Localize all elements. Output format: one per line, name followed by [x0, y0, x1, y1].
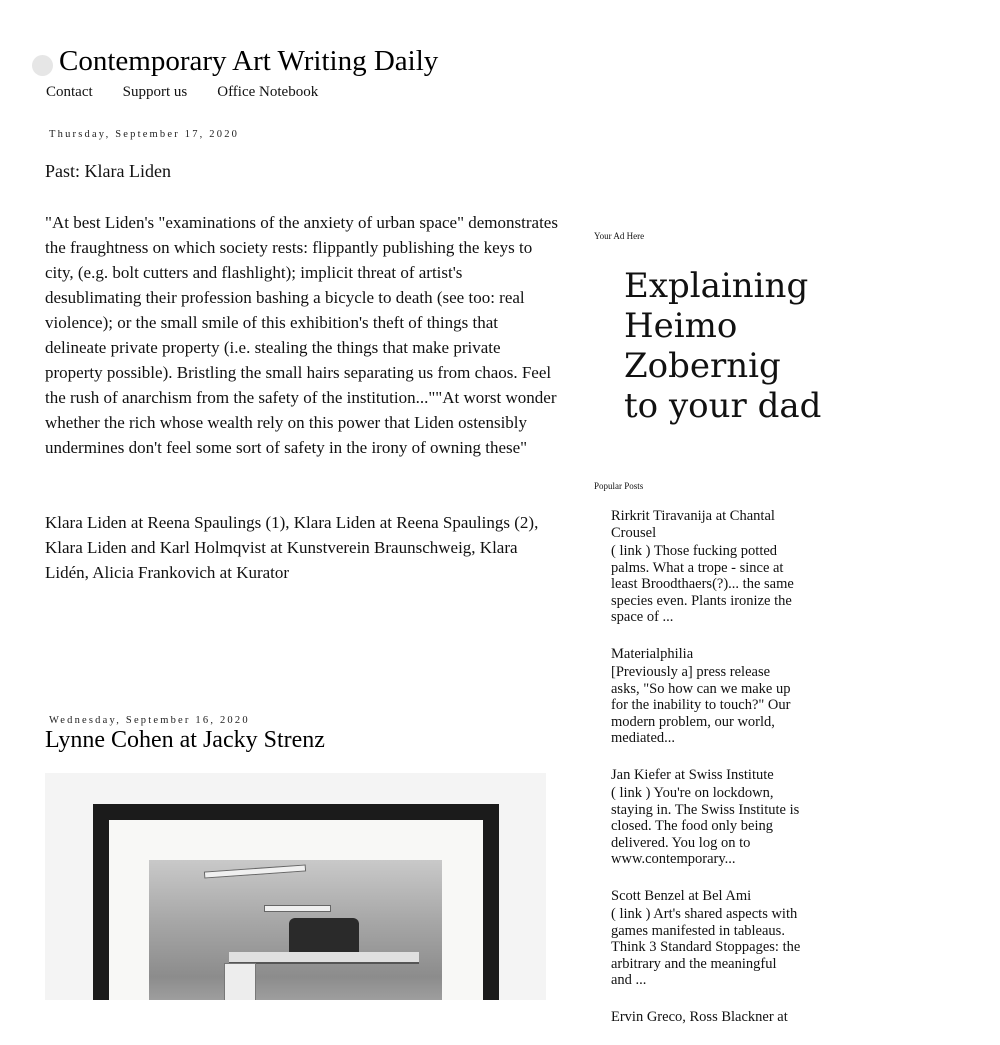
popular-post-item — [611, 767, 801, 868]
popular-post-title[interactable]: Scott Benzel at Bel Ami — [611, 887, 752, 904]
ad-line: Explaining — [624, 266, 809, 306]
ceiling-lamp — [264, 905, 331, 912]
popular-post-title[interactable]: Materialphilia — [611, 645, 694, 662]
post-date: Wednesday, September 16, 2020 — [49, 715, 250, 726]
blog-logo-dot — [32, 55, 53, 76]
nav-support-link[interactable]: Support us — [122, 84, 188, 100]
post-quote: "At best Liden's "examinations of the anxiety of urban space" demonstrates the fraughtness on which society rests: flippantly publishing the keys to city, (e.g. bolt cutters and flashlight); implicit threat of artist's desublimating their profession bashing a bicycle to death (see too: real violence); or the small smile of this exhibition's theft of things that delineate private property (i.e. stealing the things that make private property possible). Bristling the small hairs separating us from chaos. Feel the rush of anarchism from the safety of the institution...""At worst wonder whether the rich whose wealth rely on this power that Liden ostensibly undermines don't feel some sort of safety in the irony of owning these" — [45, 213, 558, 457]
popular-post-snippet: ( link ) You're on lockdown, staying in. The Swiss Institute is closed. The food only being delivered. You log on to www.contemporary... — [611, 785, 800, 867]
popular-post-item — [611, 646, 801, 747]
nav-contact-link[interactable]: Contact — [46, 84, 93, 100]
popular-post-item — [611, 1009, 801, 1026]
white-block — [224, 963, 256, 1000]
post-artwork-image — [45, 773, 546, 1000]
popular-post-item — [611, 888, 801, 989]
blog-title-link[interactable]: Contemporary Art Writing Daily — [59, 45, 439, 77]
artwork-photograph — [149, 860, 442, 1000]
ad-line: to your dad — [624, 386, 822, 426]
popular-post-title[interactable]: Ervin Greco, Ross Blackner at — [611, 1008, 788, 1025]
ad-banner[interactable] — [624, 266, 821, 426]
post-date: Thursday, September 17, 2020 — [49, 129, 240, 140]
ad-line: Zobernig — [624, 346, 781, 386]
popular-post-item — [611, 508, 801, 626]
popular-posts-heading: Popular Posts — [594, 481, 644, 491]
artwork-mat — [109, 820, 483, 1000]
post-title[interactable]: Lynne Cohen at Jacky Strenz — [45, 727, 325, 753]
ceiling-lamp — [204, 864, 306, 878]
popular-post-snippet: ( link ) Art's shared aspects with games manifested in tableaus. Think 3 Standard Stoppages: the arbitrary and the meaningful and ... — [611, 906, 801, 988]
popular-post-snippet: ( link ) Those fucking potted palms. What a trope - since at least Broodthaers(?)... the same species even. Plants ironize the space of ... — [611, 543, 794, 625]
ad-line: Heimo — [624, 306, 738, 346]
post-title[interactable]: Past: Klara Liden — [45, 161, 171, 181]
vehicle-seat — [289, 918, 359, 953]
ad-heading: Your Ad Here — [594, 231, 645, 241]
top-nav — [46, 84, 348, 101]
artwork-frame — [93, 804, 499, 1000]
post-related-links[interactable]: Klara Liden at Reena Spaulings (1), Klara Liden at Reena Spaulings (2), Klara Liden and Karl Holmqvist at Kunstverein Braunschweig, Klara Lidén, Alicia Frankovich at Kurator — [45, 513, 539, 582]
shelf — [229, 952, 419, 964]
popular-post-snippet: [Previously a] press release asks, "So how can we make up for the inability to touch?" Our modern problem, our world, mediated... — [611, 664, 791, 746]
popular-post-title[interactable]: Jan Kiefer at Swiss Institute — [611, 766, 774, 783]
popular-posts-list — [611, 508, 801, 1045]
nav-office-notebook-link[interactable]: Office Notebook — [217, 84, 319, 100]
popular-post-title[interactable]: Rirkrit Tiravanija at Chantal Crousel — [611, 508, 775, 541]
